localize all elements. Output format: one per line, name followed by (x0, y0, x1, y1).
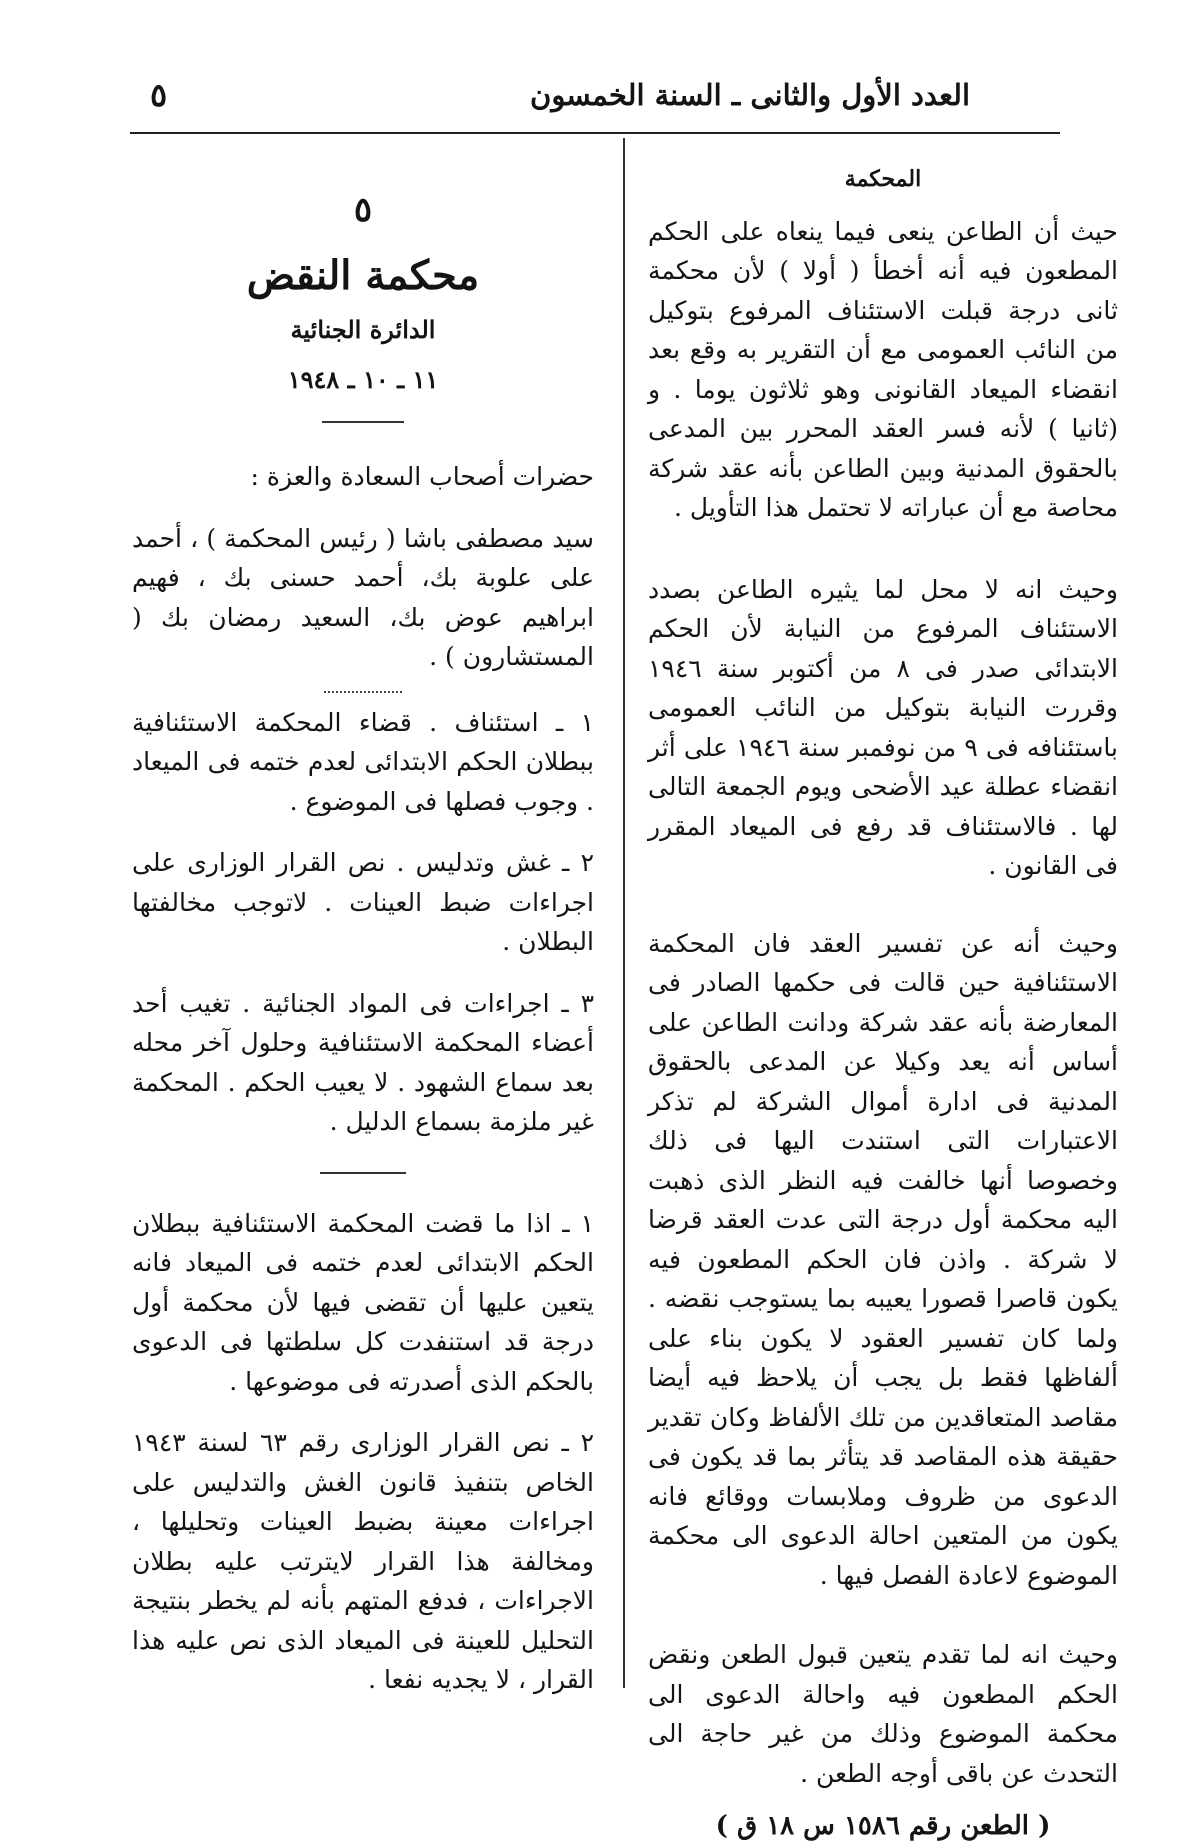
header-title: العدد الأول والثانى ـ السنة الخمسون (530, 78, 970, 112)
judges-list: سيد مصطفى باشا ( رئيس المحكمة ) ، أحمد على علوبة بك، أحمد حسنى بك ، فهيم ابراهيم عوض بك، السعيد رمضان بك ( المستشارون ) . (132, 523, 594, 671)
dotted-divider (324, 691, 402, 693)
page-number: ٥ (150, 76, 168, 114)
judgment-paragraph: وحيث انه لا محل لما يثيره الطاعن بصدد الاستئناف المرفوع من النيابة لأن الحكم الابتدائى صدر فى ٨ من أكتوبر سنة ١٩٤٦ وقررت النيابة بتوكيل من النائب العمومى باستئنافه فى ٩ من نوفمبر سنة ١٩٤٦ على أثر انقضاء عطلة عيد الأضحى ويوم الجمعة التالى لها . فالاستئناف قد رفع فى الميعاد المقرر فى القانون . (648, 574, 1118, 880)
judgment-heading: المحكمة (844, 166, 922, 192)
right-column (648, 160, 1118, 1847)
summary-point: ٣ ـ اجراءات فى المواد الجنائية . تغيب أحد أعضاء المحكمة الاستئنافية وحلول آخر محله بعد سماع الشهود . لا يعيب الحكم . المحكمة غير ملزمة بسماع الدليل . (132, 988, 594, 1136)
legal-principle: ٢ ـ نص القرار الوزارى رقم ٦٣ لسنة ١٩٤٣ الخاص بتنفيذ قانون الغش والتدليس على اجراءات معينة بضبط العينات وتحليلها ، ومخالفة هذا القرار لايترتب عليه بطلان الاجراءات ، فدفع المتهم بأنه لم يخطر بنتيجة التحليل للعينة فى الميعاد الذى نص عليه هذا القرار ، لا يجديه نفعا . (132, 1428, 594, 1694)
case-number: ٥ (353, 190, 373, 230)
divider (320, 1172, 406, 1174)
attendance-intro: حضرات أصحاب السعادة والعزة : (250, 462, 594, 491)
appeal-citation: ( الطعن رقم ١٥٨٦ س ١٨ ق ) (715, 1811, 1051, 1841)
court-division: الدائرة الجنائية (290, 315, 436, 344)
divider (322, 421, 404, 423)
column-divider (623, 138, 625, 1688)
judgment-paragraph: وحيث أنه عن تفسير العقد فان المحكمة الاستئنافية حين قالت فى حكمها الصادر فى المعارضة بأنه عقد شركة ودانت الطاعن على أساس أنه يعد وكيلا عن المدعى بالحقوق المدنية فى ادارة أموال الشركة لم تذكر الاعتبارات التى استندت اليها فى ذلك وخصوصا أنها خالفت فيه النظر الذى ذهبت اليه محكمة أول درجة التى عدت العقد قرضا لا شركة . واذن فان الحكم المطعون فيه يكون قاصرا قصورا يعيبه بما يستوجب نقضه . ولما كان تفسير العقود لا يكون بناء على ألفاظها فقط بل يجب أن يلاحظ فيه أيضا مقاصد المتعاقدين من تلك الألفاظ وكان تقدير حقيقة هذه المقاصد قد يتأثر بما قد يكون فى الدعوى من ظروف وملابسات ووقائع فانه يكون من المتعين احالة الدعوى الى محكمة الموضوع لاعادة الفصل فيها . (648, 928, 1118, 1590)
judgment-paragraph: وحيث انه لما تقدم يتعين قبول الطعن ونقض الحكم المطعون فيه واحالة الدعوى الى محكمة الموضوع وذلك من غير حاجة الى التحدث عن باقى أوجه الطعن . (648, 1640, 1118, 1788)
left-column (132, 160, 594, 1700)
header-rule (130, 132, 1060, 134)
session-date: ١١ ـ ١٠ ـ ١٩٤٨ (287, 364, 439, 394)
running-header (130, 78, 1060, 128)
court-name: محكمة النقض (246, 252, 480, 299)
summary-point: ٢ ـ غش وتدليس . نص القرار الوزارى على اجراءات ضبط العينات . لاتوجب مخالفتها البطلان . (132, 848, 594, 956)
judgment-paragraph: حيث أن الطاعن ينعى فيما ينعاه على الحكم المطعون فيه أنه أخطأ ( أولا ) لأن محكمة ثانى درجة قبلت الاستئناف المرفوع بتوكيل من النائب العمومى مع أن التقرير به وقع بعد انقضاء الميعاد القانونى وهو ثلاثون يوما . و (ثانيا ) لأنه فسر العقد المحرر بين المدعى بالحقوق المدنية وبين الطاعن بأنه عقد شركة محاصة مع أن عباراته لا تحتمل هذا التأويل . (648, 216, 1118, 522)
legal-principle: ١ ـ اذا ما قضت المحكمة الاستئنافية ببطلان الحكم الابتدائى لعدم ختمه فى الميعاد فانه يتعين عليها أن تقضى فيها لأن محكمة أول درجة قد استنفدت كل سلطتها فى الدعوى بالحكم الذى أصدرته فى موضوعها . (132, 1208, 594, 1396)
summary-point: ١ ـ استئناف . قضاء المحكمة الاستئنافية ببطلان الحكم الابتدائى لعدم ختمه فى الميعاد . وجوب فصلها فى الموضوع . (132, 707, 594, 816)
